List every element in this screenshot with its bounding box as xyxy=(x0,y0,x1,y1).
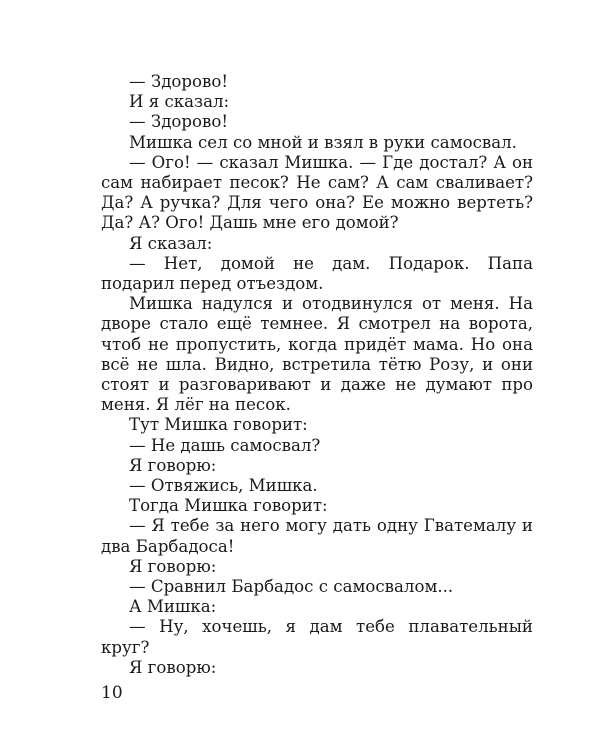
paragraph: — Здорово! xyxy=(129,112,229,132)
paragraph: Мишка сел со мной и взял в руки самосвал. xyxy=(129,132,517,152)
paragraph: Мишка надулся и отодвинулся от меня. На дворе стало ещё темнее. Я смотрел на ворота, чтоб не пропустить, когда придёт мама. Но она всё не шла. Видно, встретила тётю Розу, и они стоят и разговаривают и даже не думают про меня. Я лёг на песок. xyxy=(101,294,533,415)
paragraph: Я сказал: xyxy=(129,233,213,253)
body-text xyxy=(101,72,533,678)
paragraph: Я говорю: xyxy=(129,657,217,677)
paragraph: — Нет, домой не дам. Подарок. Папа подарил перед отъездом. xyxy=(101,253,533,294)
page-number: 10 xyxy=(101,683,123,703)
paragraph: — Я тебе за него могу дать одну Гватемалу и два Барбадоса! xyxy=(101,516,533,556)
paragraph: А Мишка: xyxy=(129,597,217,617)
paragraph: Я говорю: xyxy=(129,556,217,576)
paragraph: Тогда Мишка говорит: xyxy=(129,496,328,516)
paragraph: Тут Мишка говорит: xyxy=(129,415,308,435)
paragraph: — Ну, хочешь, я дам тебе плавательный круг? xyxy=(101,617,533,657)
paragraph: Я говорю: xyxy=(129,455,217,475)
paragraph: И я сказал: xyxy=(129,92,230,112)
paragraph: — Не дашь самосвал? xyxy=(129,435,321,455)
paragraph: — Ого! — сказал Мишка. — Где достал? А он сам набирает песок? Не сам? А сам сваливает? Да? А ручка? Для чего она? Ее можно вертеть? Да? А? Ого! Дашь мне его домой? xyxy=(101,152,533,233)
paragraph: — Отвяжись, Мишка. xyxy=(129,476,318,496)
paragraph: — Здорово! xyxy=(129,72,229,91)
paragraph: — Сравнил Барбадос с самосвалом... xyxy=(129,577,454,597)
